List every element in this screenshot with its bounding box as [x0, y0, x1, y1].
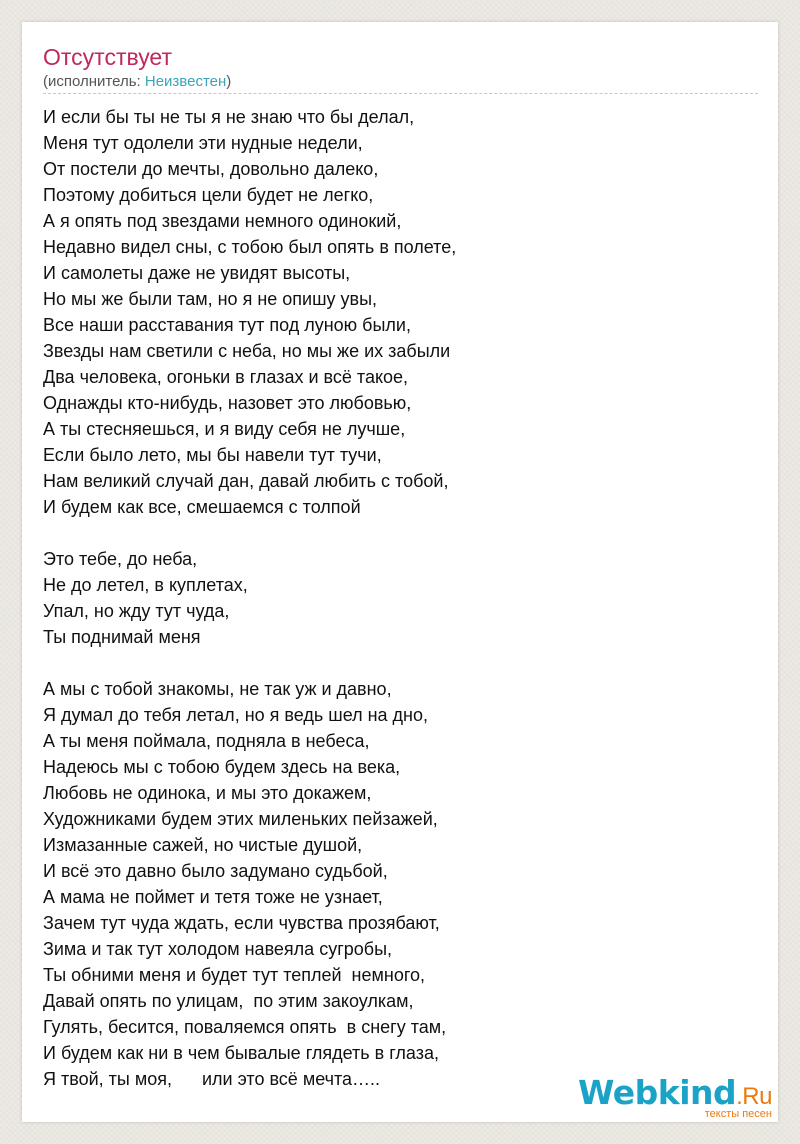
lyric-line: Если было лето, мы бы навели тут тучи, — [43, 445, 382, 465]
lyric-line: Любовь не одинока, и мы это докажем, — [43, 783, 372, 803]
lyric-line: Я твой, ты моя, или это всё мечта….. — [43, 1069, 381, 1089]
lyric-line: Поэтому добиться цели будет не легко, — [43, 185, 374, 205]
lyric-line: А ты стесняешься, и я виду себя не лучше, — [43, 419, 406, 439]
lyric-line: Два человека, огоньки в глазах и всё такое, — [43, 367, 409, 387]
song-title: Отсутствует — [43, 44, 172, 70]
logo-name: Webkind — [578, 1073, 737, 1112]
artist-suffix: ) — [226, 73, 232, 90]
lyric-line: Надеюсь мы с тобою будем здесь на века, — [43, 757, 401, 777]
lyric-stanza — [43, 546, 758, 650]
lyric-line: Зима и так тут холодом навеяла сугробы, — [43, 939, 393, 959]
lyric-line: Меня тут одолели эти нудные недели, — [43, 133, 363, 153]
lyric-line: Это тебе, до неба, — [43, 549, 198, 569]
logo-tld: .Ru — [736, 1083, 772, 1110]
lyric-line: Гулять, бесится, поваляемся опять в снегу там, — [43, 1017, 447, 1037]
lyric-line: Звезды нам светили с неба, но мы же их забыли — [43, 341, 451, 361]
artist-link[interactable]: Неизвестен — [144, 73, 227, 90]
lyric-line: И будем как ни в чем бывалые глядеть в глаза, — [43, 1043, 439, 1063]
lyric-line: Ты поднимай меня — [43, 627, 201, 647]
lyric-line: Недавно видел сны, с тобою был опять в полете, — [43, 237, 457, 257]
lyric-stanza — [43, 676, 758, 1092]
lyric-line: А ты меня поймала, подняла в небеса, — [43, 731, 370, 751]
lyric-line: И самолеты даже не увидят высоты, — [43, 263, 351, 283]
logo-tagline: тексты песен — [704, 1108, 772, 1120]
lyric-line: А мама не поймет и тетя тоже не узнает, — [43, 887, 383, 907]
webkind-logo — [578, 1073, 776, 1120]
lyric-line: Упал, но жду тут чуда, — [43, 601, 230, 621]
lyric-line: Но мы же были там, но я не опишу увы, — [43, 289, 378, 309]
lyric-line: Измазанные сажей, но чистые душой, — [43, 835, 363, 855]
lyric-line: Однажды кто-нибудь, назовет это любовью, — [43, 393, 412, 413]
artist-prefix: (исполнитель: — [43, 73, 145, 90]
artist-line — [43, 72, 231, 92]
lyrics-body — [43, 104, 758, 1118]
lyric-line: Я думал до тебя летал, но я ведь шел на дно, — [43, 705, 429, 725]
lyric-line: Не до летел, в куплетах, — [43, 575, 248, 595]
lyric-line: И если бы ты не ты я не знаю что бы делал, — [43, 107, 415, 127]
lyric-line: Художниками будем этих миленьких пейзажей, — [43, 809, 438, 829]
lyric-stanza — [43, 104, 758, 520]
lyric-line: И всё это давно было задумано судьбой, — [43, 861, 388, 881]
lyric-line: Нам великий случай дан, давай любить с тобой, — [43, 471, 449, 491]
lyrics-sheet — [22, 22, 778, 1122]
lyric-line: И будем как все, смешаемся с толпой — [43, 497, 361, 517]
lyric-line: От постели до мечты, довольно далеко, — [43, 159, 379, 179]
lyric-line: А я опять под звездами немного одинокий, — [43, 211, 402, 231]
lyric-line: Зачем тут чуда ждать, если чувства прозябают, — [43, 913, 440, 933]
lyric-line: Все наши расставания тут под луною были, — [43, 315, 411, 335]
lyric-line: А мы с тобой знакомы, не так уж и давно, — [43, 679, 392, 699]
lyric-line: Ты обними меня и будет тут теплей немного, — [43, 965, 426, 985]
dashed-divider — [43, 93, 758, 94]
lyric-line: Давай опять по улицам, по этим закоулкам, — [43, 991, 414, 1011]
